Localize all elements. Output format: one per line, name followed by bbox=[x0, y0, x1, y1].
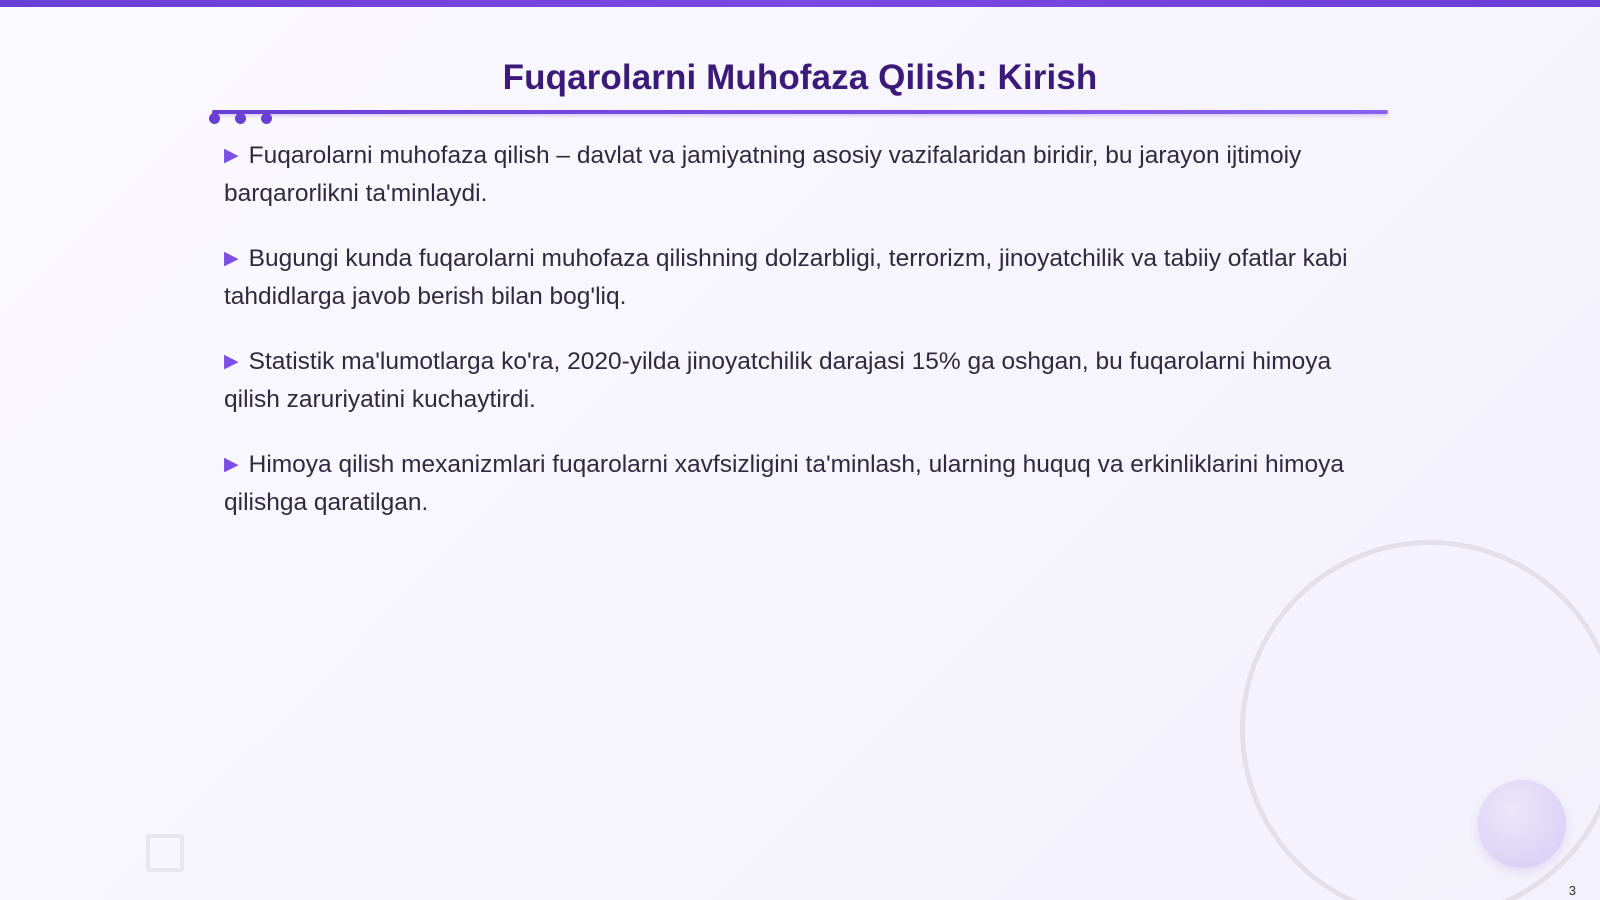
slide-title: Fuqarolarni Muhofaza Qilish: Kirish bbox=[502, 58, 1098, 97]
triangle-bullet-icon: ▶ bbox=[224, 248, 239, 269]
bullet-text: Fuqarolarni muhofaza qilish – davlat va jamiyatning asosiy vazifalaridan biridir, bu jarayon ijtimoiy barqarorlikni ta'minlaydi. bbox=[224, 142, 1302, 207]
triangle-bullet-icon: ▶ bbox=[224, 454, 239, 475]
bullet-text: Bugungi kunda fuqarolarni muhofaza qilishning dolzarbligi, terrorizm, jinoyatchilik va tabiiy ofatlar kabi tahdidlarga javob berish bilan bog'liq. bbox=[224, 245, 1348, 310]
decorative-bubble bbox=[1478, 780, 1566, 868]
bullet-text: Statistik ma'lumotlarga ko'ra, 2020-yilda jinoyatchilik darajasi 15% ga oshgan, bu fuqarolarni himoya qilish zaruriyatini kuchaytirdi. bbox=[224, 348, 1332, 413]
title-underline bbox=[212, 110, 1388, 114]
decorative-dot-3 bbox=[261, 113, 272, 124]
top-accent-bar bbox=[0, 0, 1600, 7]
page-number: 3 bbox=[1568, 883, 1576, 898]
triangle-bullet-icon: ▶ bbox=[224, 351, 239, 372]
triangle-bullet-icon: ▶ bbox=[224, 145, 239, 166]
bullet-item bbox=[224, 138, 1384, 212]
bullet-text: Himoya qilish mexanizmlari fuqarolarni xavfsizligini ta'minlash, ularning huquq va erkinliklarini himoya qilishga qaratilgan. bbox=[224, 451, 1345, 516]
decorative-dot-2 bbox=[235, 113, 246, 124]
bullet-list bbox=[224, 138, 1384, 550]
decorative-square bbox=[146, 834, 184, 872]
decorative-dot-1 bbox=[209, 113, 220, 124]
bullet-item bbox=[224, 241, 1384, 315]
bullet-item bbox=[224, 344, 1384, 418]
bullet-item bbox=[224, 447, 1384, 521]
